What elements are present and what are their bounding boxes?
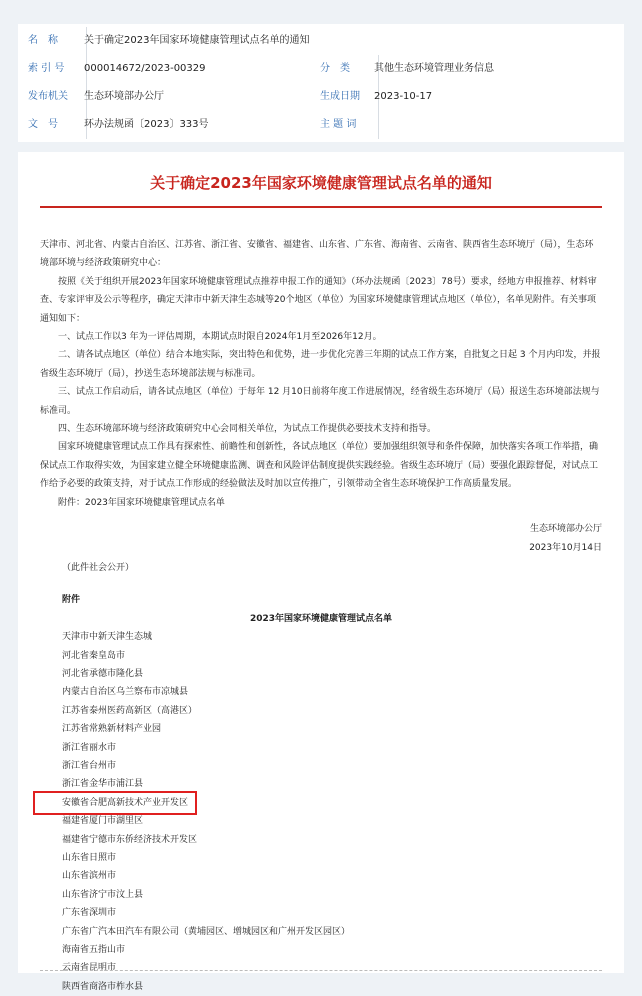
index-value: 000014672/2023-00329 bbox=[84, 63, 206, 74]
name-value: 关于确定2023年国家环境健康管理试点名单的通知 bbox=[84, 35, 310, 46]
list-item: 天津市中新天津生态城 bbox=[62, 632, 153, 643]
paragraph-5: 国家环境健康管理试点工作具有探索性、前瞻性和创新性，各试点地区（单位）要加强组织领导和条件保障，加快落实各项工作举措，确保试点工作取得实效，为国家建立健全环境健康监测、调查和风险评估制度提供实践经验。省级生态环境厅（局）要强化跟踪督促，对试点工作给予必要的政策支持，对于试点工作形成的经验做法及时加以宣传推广，引领带动全省生态环境保护工作高质量发展。 bbox=[40, 442, 599, 490]
list-item: 福建省宁德市东侨经济技术开发区 bbox=[62, 834, 198, 845]
subject-label: 主 题 词 bbox=[320, 111, 379, 139]
list-item: 山东省滨州市 bbox=[62, 871, 117, 882]
category-value: 其他生态环境管理业务信息 bbox=[374, 63, 494, 74]
attachment-label: 附件 bbox=[62, 595, 81, 606]
issuer-label: 发布机关 bbox=[28, 83, 87, 111]
document-metadata-panel bbox=[18, 24, 624, 142]
document-body bbox=[40, 236, 602, 996]
paragraph-4: 四、生态环境部环境与经济政策研究中心会同相关单位，为试点工作提供必要技术支持和指导。 bbox=[58, 424, 437, 435]
category-label: 分 类 bbox=[320, 55, 379, 83]
public-note: （此件社会公开） bbox=[62, 562, 135, 573]
paragraph-1: 一、试点工作以3 年为一评估周期，本期试点时限自2024年1月至2026年12月。 bbox=[58, 332, 382, 343]
date-value: 2023-10-17 bbox=[374, 91, 433, 102]
title-divider bbox=[40, 206, 602, 208]
list-item: 浙江省丽水市 bbox=[62, 742, 117, 753]
docno-value: 环办法规函〔2023〕333号 bbox=[84, 119, 209, 130]
paragraph-3: 三、试点工作启动后，请各试点地区（单位）于每年 12 月10日前将年度工作进展情况，经省级生态环境厅（局）报送生态环境部法规与标准司。 bbox=[40, 387, 600, 416]
date-label: 生成日期 bbox=[320, 83, 379, 111]
list-item: 海南省五指山市 bbox=[62, 945, 126, 956]
list-item: 广东省广汽本田汽车有限公司（黄埔园区、增城园区和广州开发区园区） bbox=[62, 926, 351, 937]
paragraph-2: 二、请各试点地区（单位）结合本地实际，突出特色和优势，进一步优化完善三年期的试点工作方案，自批复之日起 3 个月内印发，并报省级生态环境厅（局），抄送生态环境部法规与标准司。 bbox=[40, 350, 601, 379]
footer-divider bbox=[40, 970, 602, 971]
signature-date: 2023年10月14日 bbox=[529, 542, 602, 553]
pilot-list bbox=[40, 628, 602, 996]
list-item: 福建省厦门市湖里区 bbox=[62, 816, 144, 827]
list-item: 江苏省常熟新材料产业园 bbox=[62, 724, 162, 735]
list-item: 浙江省台州市 bbox=[62, 760, 117, 771]
meta-row-name bbox=[18, 27, 624, 55]
index-label: 索 引 号 bbox=[28, 55, 87, 83]
name-label: 名 称 bbox=[28, 27, 87, 55]
list-item: 云南省昆明市 bbox=[62, 963, 117, 974]
list-title: 2023年国家环境健康管理试点名单 bbox=[249, 613, 393, 624]
list-item: 广东省深圳市 bbox=[62, 908, 117, 919]
list-item: 江苏省泰州医药高新区（高港区） bbox=[62, 705, 198, 716]
list-item: 河北省承德市隆化县 bbox=[62, 668, 144, 679]
paragraph-intro: 按照《关于组织开展2023年国家环境健康管理试点推荐申报工作的通知》（环办法规函〔2023〕78号）要求，经地方申报推荐、材料审查、专家评审及公示等程序，确定天津市中新天津生态城等20个地区（单位）为国家环境健康管理试点地区（单位），名单见附件。有关事项通知如下： bbox=[40, 276, 597, 324]
attachment-reference: 附件：2023年国家环境健康管理试点名单 bbox=[58, 497, 225, 508]
docno-label: 文 号 bbox=[28, 111, 87, 139]
list-item: 陕西省商洛市柞水县 bbox=[62, 981, 144, 992]
list-item: 河北省秦皇岛市 bbox=[62, 650, 126, 661]
list-item: 内蒙古自治区乌兰察布市凉城县 bbox=[62, 687, 189, 698]
list-item-highlighted: 安徽省合肥高新技术产业开发区 bbox=[36, 794, 194, 812]
notice-document bbox=[18, 152, 624, 992]
addressee: 天津市、河北省、内蒙古自治区、江苏省、浙江省、安徽省、福建省、山东省、广东省、海南省、云南省、陕西省生态环境厅（局），生态环境部环境与经济政策研究中心： bbox=[40, 240, 594, 269]
meta-row-issuer bbox=[18, 83, 624, 111]
signature-org: 生态环境部办公厅 bbox=[529, 524, 602, 535]
list-item: 浙江省金华市浦江县 bbox=[62, 779, 144, 790]
list-item: 山东省日照市 bbox=[62, 853, 117, 863]
meta-row-docno bbox=[18, 111, 624, 139]
document-title: 关于确定2023年国家环境健康管理试点名单的通知 bbox=[150, 174, 492, 192]
list-item: 山东省济宁市汶上县 bbox=[62, 889, 144, 900]
issuer-value: 生态环境部办公厅 bbox=[84, 91, 164, 102]
meta-row-index bbox=[18, 55, 624, 83]
